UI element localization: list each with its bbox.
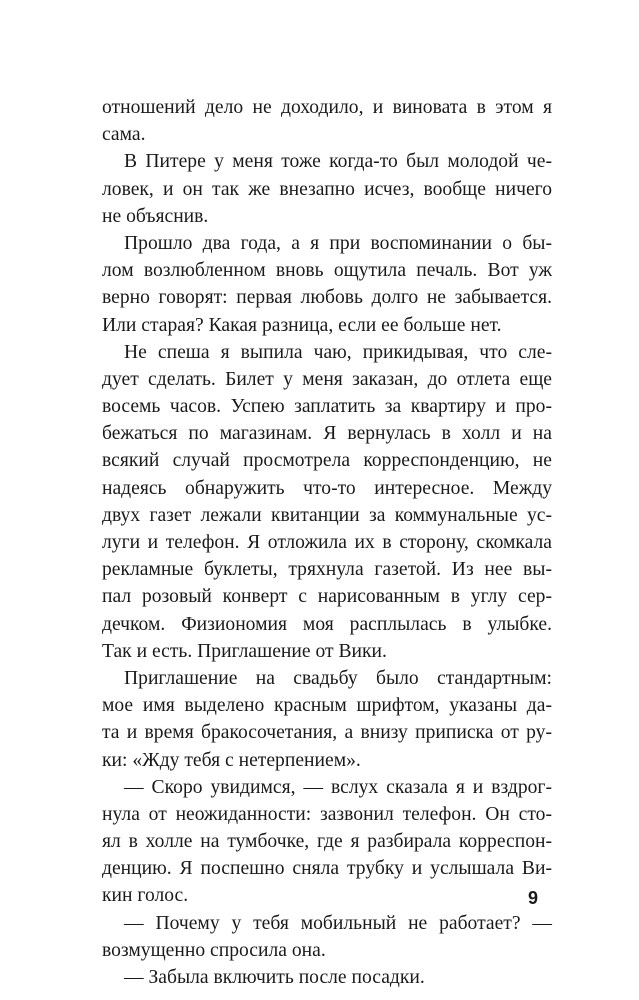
text-line: бежаться по магазинам. Я вернулась в холл и на [102, 423, 552, 445]
text-line: дечком. Физиономия моя расплылась в улыбке. [102, 613, 552, 635]
text-line: Так и есть. Приглашение от Вики. [102, 640, 387, 662]
text-line: денцию. Я поспешно сняла трубку и услышала Ви- [102, 858, 552, 880]
text-line: отношений дело не доходило, и виновата в этом я [102, 97, 552, 118]
text-line: Прошло два года, а я при воспоминании о бы- [124, 232, 552, 254]
text-line: ял в холле на тумбочке, где я разбирала корреспон- [102, 831, 552, 853]
text-line: не объяснив. [102, 205, 209, 227]
text-line: — Почему у тебя мобильный не работает? — [124, 912, 552, 934]
text-line: восемь часов. Успею заплатить за квартиру и про- [102, 396, 552, 418]
text-line: дует сделать. Билет у меня заказан, до отлета еще [102, 368, 552, 390]
text-line: нула от неожиданности: зазвонил телефон. Он сто- [102, 803, 552, 825]
text-line: рекламные буклеты, тряхнула газетой. Из нее вы- [102, 559, 552, 581]
text-line: та и время бракосочетания, а внизу приписка от ру- [102, 722, 552, 744]
body-text [102, 94, 552, 991]
text-line: ловек, и он так же внезапно исчез, вообще ничего [102, 178, 552, 200]
text-line: — Скоро увидимся, — вслух сказала я и вздрог- [124, 776, 552, 798]
text-line: Или старая? Какая разница, если ее больше нет. [102, 314, 502, 336]
page-number: 9 [528, 888, 539, 908]
text-line: двух газет лежали квитанции за коммунальные ус- [102, 504, 552, 526]
text-line: лом возлюбленном вновь ощутила печаль. Вот уж [102, 260, 552, 282]
text-line: пал розовый конверт с нарисованным в углу сер- [102, 586, 552, 608]
text-line: кин голос. [102, 885, 189, 907]
text-line: надеясь обнаружить что-то интересное. Между [102, 477, 552, 499]
text-line: луги и телефон. Я отложила их в сторону, скомкала [102, 532, 552, 553]
text-line: — Забыла включить после посадки. [124, 967, 425, 988]
text-line: Приглашение на свадьбу было стандартным: [124, 667, 552, 689]
text-line: мое имя выделено красным шрифтом, указаны да- [102, 695, 552, 717]
text-line: сама. [102, 124, 146, 146]
text-line: ки: «Жду тебя с нетерпением». [102, 749, 361, 771]
text-line: возмущенно спросила она. [102, 939, 326, 961]
text-line: Не спеша я выпила чаю, прикидывая, что сле- [124, 341, 552, 363]
text-line: В Питере у меня тоже когда-то был молодой че- [124, 151, 552, 173]
text-line: верно говорят: первая любовь долго не забывается. [102, 287, 552, 309]
text-line: всякий случай просмотрела корреспонденцию, не [102, 450, 552, 472]
